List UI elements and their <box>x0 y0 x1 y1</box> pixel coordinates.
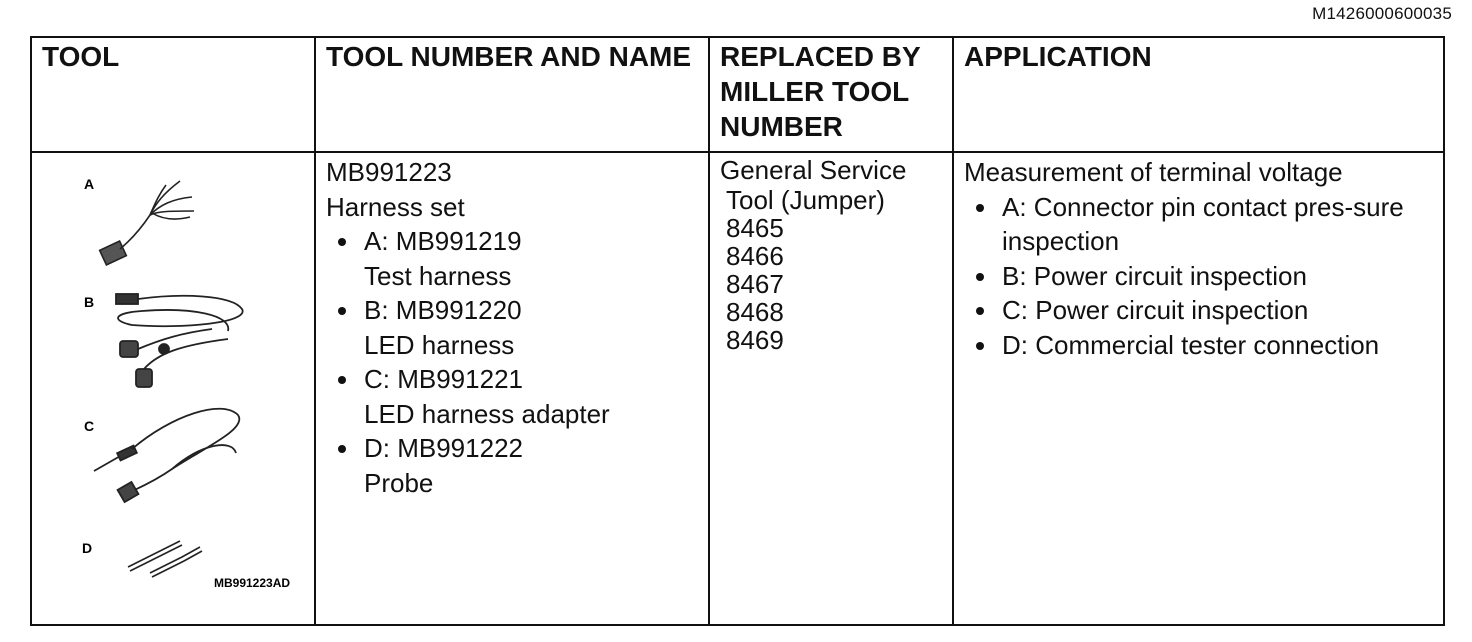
component-name: Probe <box>364 467 434 498</box>
list-item: C: Power circuit inspection <box>964 293 1435 328</box>
header-tool-number-and-name: TOOL NUMBER AND NAME <box>315 37 709 152</box>
tool-number: MB991223 <box>326 157 452 187</box>
list-item <box>326 224 700 293</box>
document-id: M1426000600035 <box>1312 4 1452 23</box>
tool-label-d: D <box>82 540 93 556</box>
component-name: Test harness <box>364 260 512 291</box>
component-code: C: MB991221 <box>364 364 523 394</box>
tool-number-and-name-cell <box>315 152 709 625</box>
list-item <box>326 293 700 362</box>
component-code: A: MB991219 <box>364 226 522 256</box>
replacement-line-1: General Service <box>720 155 907 185</box>
tool-label-c: C <box>84 418 95 434</box>
table-row <box>31 152 1444 625</box>
replacement-number: 8467 <box>726 269 784 299</box>
test-harness-drawing <box>100 181 194 265</box>
list-item: A: Connector pin contact pres-sure inspection <box>964 190 1435 259</box>
replacement-number: 8468 <box>726 297 784 327</box>
probe-drawing <box>128 541 202 577</box>
list-item <box>326 431 700 500</box>
illustration-caption: MB991223AD <box>214 576 291 590</box>
replacement-number: 8465 <box>726 213 784 243</box>
tool-name: Harness set <box>326 191 465 222</box>
component-list <box>326 224 700 500</box>
header-tool: TOOL <box>31 37 315 152</box>
replacement-number: 8466 <box>726 241 784 271</box>
tool-label-b: B <box>84 294 95 310</box>
led-harness-adapter-drawing <box>94 409 239 502</box>
replacement-number: 8469 <box>726 325 784 355</box>
application-list <box>964 190 1435 363</box>
application-cell <box>953 152 1444 625</box>
replacement-line-2: Tool (Jumper) <box>726 185 885 215</box>
header-application: APPLICATION <box>953 37 1444 152</box>
application-intro: Measurement of terminal voltage <box>964 157 1343 187</box>
list-item: D: Commercial tester connection <box>964 328 1435 363</box>
replaced-by-cell <box>709 152 953 625</box>
component-name: LED harness <box>364 329 515 360</box>
tool-illustration-cell <box>31 152 315 625</box>
special-tool-table <box>30 36 1445 626</box>
harness-set-illustration <box>32 153 316 627</box>
list-item: B: Power circuit inspection <box>964 259 1435 294</box>
header-row <box>31 37 1444 152</box>
header-replaced-by: REPLACED BY MILLER TOOL NUMBER <box>709 37 953 152</box>
tool-label-a: A <box>84 176 95 192</box>
component-code: B: MB991220 <box>364 295 522 325</box>
component-code: D: MB991222 <box>364 433 523 463</box>
component-name: LED harness adapter <box>364 398 610 429</box>
led-harness-drawing <box>116 294 243 387</box>
list-item <box>326 362 700 431</box>
replacement-numbers <box>720 214 944 354</box>
